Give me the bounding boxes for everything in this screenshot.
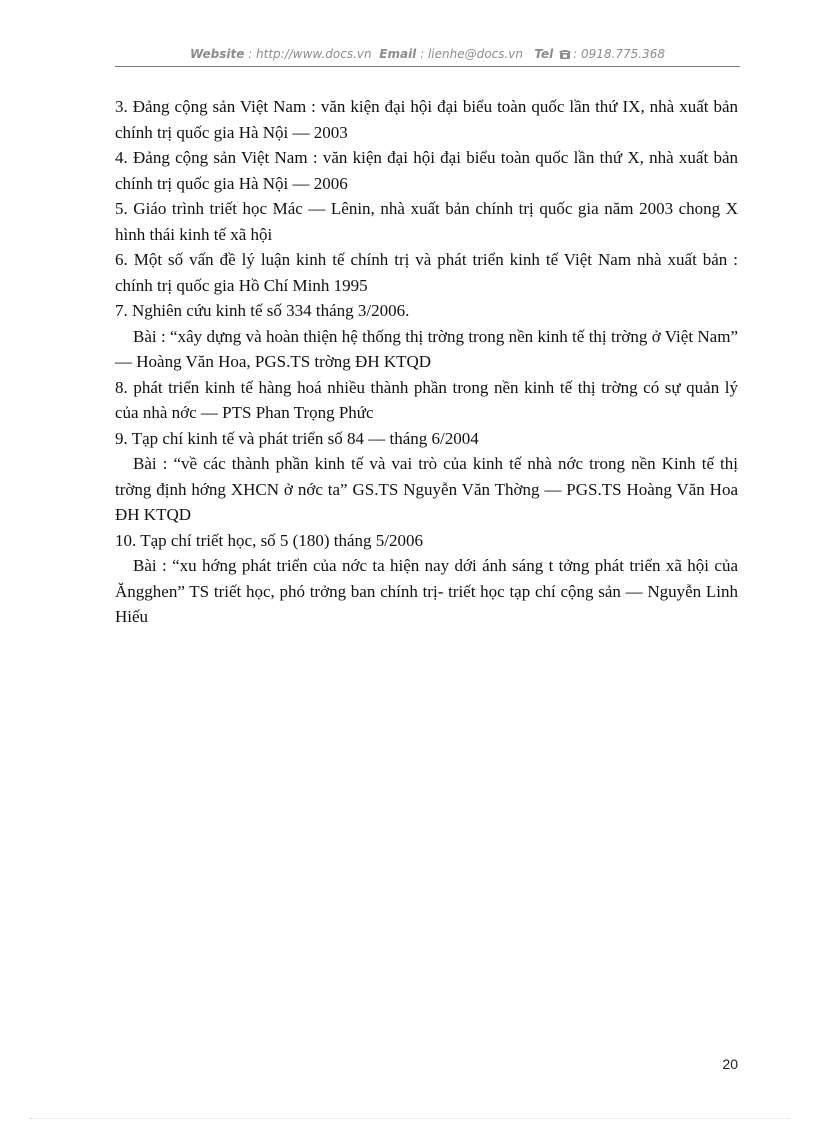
reference-list — [115, 94, 738, 630]
email-separator: : — [416, 47, 428, 61]
reference-item: 5. Giáo trình triết học Mác — Lênin, nhà xuất bản chính trị quốc gia năm 2003 chong X hình thái kinh tế xã hội — [115, 199, 738, 244]
tel-label: Tel — [534, 47, 554, 61]
website-label: Website — [190, 47, 245, 61]
reference-article: Bài : “xu hớng phát triển của nớc ta hiện nay dới ánh sáng t tởng phát triển xã hội của Ăngghen” TS triết học, phó trởng ban chính trị- triết học tạp chí cộng sản — Nguyễn Linh Hiếu — [115, 556, 738, 626]
phone-icon — [559, 49, 571, 59]
email-address[interactable]: lienhe@docs.vn — [427, 47, 523, 61]
header-divider — [115, 66, 740, 67]
reference-item: 6. Một số vấn đề lý luận kinh tế chính trị và phát triển kinh tế Việt Nam nhà xuất bản : chính trị quốc gia Hồ Chí Minh 1995 — [115, 250, 738, 295]
reference-article: Bài : “xây dựng và hoàn thiện hệ thống thị trờng trong nền kinh tế thị trờng ở Việt Nam” — Hoàng Văn Hoa, PGS.TS trờng ĐH KTQD — [115, 326, 738, 371]
reference-item: 10. Tạp chí triết học, số 5 (180) tháng 5/2006 — [115, 530, 423, 550]
reference-item: 8. phát triển kinh tế hàng hoá nhiều thành phần trong nền kinh tế thị trờng có sự quản lý của nhà nớc — PTS Phan Trọng Phức — [115, 377, 738, 422]
reference-article: Bài : “về các thành phần kinh tế và vai trò của kinh tế nhà nớc trong nền Kinh tế thị trờng định hớng XHCN ở nớc ta” GS.TS Nguyễn Văn Thờng — PGS.TS Hoàng Văn Hoa ĐH KTQD — [115, 454, 738, 524]
footer-divider — [30, 1118, 790, 1119]
email-label: Email — [379, 47, 417, 61]
page-number: 20 — [722, 1056, 738, 1072]
website-url[interactable]: http://www.docs.vn — [256, 47, 372, 61]
reference-item: 7. Nghiên cứu kinh tế số 334 tháng 3/2006. — [115, 301, 410, 320]
reference-item: 9. Tạp chí kinh tế và phát triển số 84 — tháng 6/2004 — [115, 428, 479, 448]
tel-number: : 0918.775.368 — [573, 47, 665, 61]
page-header — [115, 47, 740, 67]
website-separator: : — [244, 47, 257, 61]
reference-item: 4. Đảng cộng sản Việt Nam : văn kiện đại hội đại biểu toàn quốc lần thứ X, nhà xuất bản chính trị quốc gia Hà Nội — 2006 — [115, 148, 738, 193]
reference-item: 3. Đảng cộng sản Việt Nam : văn kiện đại hội đại biểu toàn quốc lần thứ IX, nhà xuất bản chính trị quốc gia Hà Nội — 2003 — [115, 97, 738, 142]
